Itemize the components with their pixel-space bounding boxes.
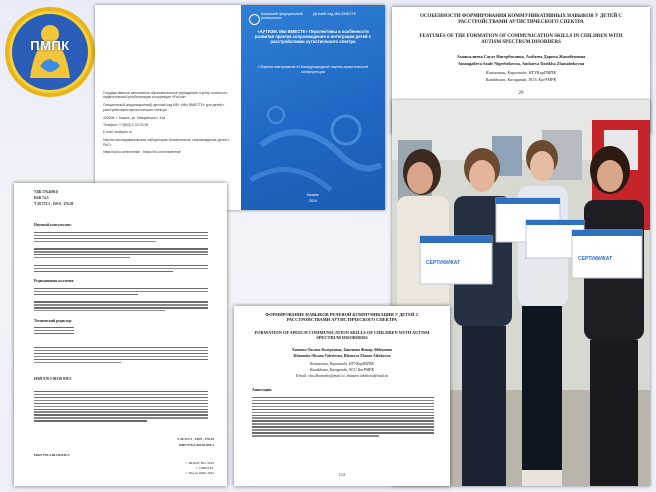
imprint-editors-heading: Научный консультант: [34,223,72,227]
booklet-title: «АУТИЗМ. МЫ ВМЕСТЕ» Перспективы и особенности развития практик сопровождения и интеграции детей с расстройствами аутистического спектра [254,29,372,45]
paper-bottom-aff-ru: Казахстан, Караганда, НГУКарПМПК [310,362,374,366]
imprint-footer-code: Т 28 373.3 , 159.9 , 376.29 [176,437,214,441]
paper-bottom-title-ru: ФОРМИРОВАНИЕ НАВЫКОВ РЕЧЕВОЙ КОММУНИКАЦИИ У ДЕТЕЙ С РАССТРОЙСТВАМИ АУТИСТИЧЕСКОГО СПЕКТРА [265,312,419,323]
imprint-bbk: ББК 74.3 [34,196,49,200]
booklet-links: https://kpfu.ru/mbvmeste · https://vk.com/mbvmeste [103,149,181,154]
booklet-lab: Научно-исследовательская лаборатория «Комплексное сопровождение детей с РАС» [103,138,230,147]
paper-bottom-aff-en: Kazakhstan, Karaganda, NGU KarPMPK [309,368,375,372]
imprint-copyright-3: © Изд-во КФУ, 2024 [185,471,214,475]
paper-bottom-authors-ru: Ханенко Оксана Валерьевна, Бикенова Жанар Айбековна [291,348,393,352]
booklet-email: E-mail: ds@kpfu.ru [103,130,132,135]
booklet-city: Казань [306,193,320,197]
booklet-org: Государственное автономное образовательное учреждение «Центр психолого-педагогической реабилитации и коррекции «Росток» [103,91,229,100]
imprint-udc: УДК 376.4(063) [34,190,59,194]
imprint-code: Т 28 373.3 , 159.9 , 376.29 [34,202,74,206]
booklet-address: 420008, г. Казань, ул. Мавринского, 41а [103,115,166,120]
booklet-cover [241,5,385,210]
booklet-spread [95,5,385,210]
booklet-left-page [95,5,241,210]
imprint-isbn-footer: ISBN 978-5-00130-839-5 [178,443,214,447]
paper-top-title-en: FEATURES OF THE FORMATION OF COMMUNICATION SKILLS IN CHILDREN WITH AUTISM SPECTRUM DISORDERS [419,34,623,45]
paper-top-aff-ru: Казахстан, Караганда, НГУКарПМПК [485,70,557,75]
paper-bottom-title-en: FORMATION OF SPEECH COMMUNICATION SKILLS OF CHILDREN WITH AUTISM SPECTRUM DISORDERS [254,330,430,341]
paper-top-authors-ru: Амангалиева Сауле Нигербековна, Амбаева Дариха Жанабековна [456,54,586,59]
logo-text: ПМПК [30,38,70,53]
imprint-isbn: ISBN 978-5-00130-839-5 [34,377,72,381]
imprint-copyright-2: © ОНЦП РС [195,466,214,470]
imprint-tech-heading: Технический редактор: [34,319,73,323]
booklet-subtitle: Сборник материалов III Международной научно-практической конференции [258,65,368,74]
paper-bottom-email: E-mail: oksi.khanenko@mail.ru, zhanara.aibekova@mail.ru [295,374,389,378]
imprint-board-heading: Редакционная коллегия: [34,279,75,283]
booklet-year: 2024 [308,199,318,203]
imprint-copyright-1: © ФГАОУ ВО, 2024 [185,461,214,465]
booklet-kindergarten: Специальный (коррекционный) детский сад КФУ «МЫ ВМЕСТЕ» для детей с расстройствами аутистического спектра [103,103,225,112]
paper-top-title-ru: ОСОБЕННОСТИ ФОРМИРОВАНИЯ КОММУНИКАТИВНЫХ НАВЫКОВ У ДЕТЕЙ С РАССТРОЙСТВАМИ АУТИСТИЧЕСКОГО СПЕКТРА [419,14,623,25]
certificate-label-1: СЕРТИФИКАТ [426,260,461,266]
paper-top-aff-en: Kazakhstan, Karaganda, NGU KarPMPK [485,77,557,82]
imprint-isbn-bottom: ISBN 978-5-00130-839-5 [34,453,70,457]
pmpk-logo [4,6,96,98]
paper-top-page-number: 29 [518,91,524,96]
kfu-name: Казанский федеральный университет [261,12,303,21]
paper-page-bottom [234,306,450,486]
certificate-label-4: СЕРТИФИКАТ [578,256,613,262]
booklet-phone: Телефон: +7(843) 2-33-76-55 [103,123,149,128]
kfu-logo-icon [249,14,260,25]
paper-bottom-authors-en: Khanenko Oksana Valerievna, Bikenova Zhanar Aibekovna [293,354,391,358]
paper-bottom-section: Аннотация. [252,388,273,392]
paper-bottom-page-number: 112 [338,472,346,477]
kindergarten-name: Детский сад МЫ ВМЕСТЕ [313,12,357,16]
paper-top-authors-en: Amangalieva Saule Nigerbekovna, Ambaeva Darikha Zhanabekovna [457,61,585,66]
imprint-page [14,183,227,486]
